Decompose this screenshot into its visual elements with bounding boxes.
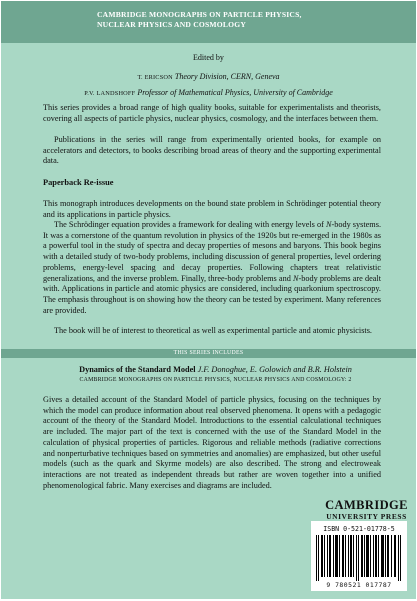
series-title <box>97 10 407 30</box>
editor-2-name: P.V. LANDSHOFF <box>84 90 136 97</box>
editor-1-name: T. ERICSON <box>137 74 173 81</box>
series-header-band <box>1 1 416 43</box>
desc-italic-n-1: N <box>325 220 332 229</box>
featured-book-authors: J.F. Donoghue, E. Golowich and B.R. Holstein <box>197 365 352 374</box>
publisher-name: CAMBRIDGE <box>325 498 408 512</box>
editor-1-affiliation: Theory Division, CERN, Geneva <box>174 72 280 81</box>
book-description-2 <box>43 220 381 316</box>
barcode-digits: 9 780521 017787 <box>326 581 392 589</box>
desc-text-b: -body systems. It was a cornerstone of the quantum revolution in physics of the 1920s but re-emerged in the 1980s as a powerful tool in the study of spectra and decay properties of mesons and baryons. This book begins with a detailed study of two-body problems, including discussion of general properties, level ordering problems, energy-level spacing and decay properties. Following chapters treat relativistic generalizations, and the inverse problem. Finally, three-body problems and <box>43 220 382 283</box>
also-in-series-band <box>1 349 416 358</box>
series-title-line-1: CAMBRIDGE MONOGRAPHS ON PARTICLE PHYSICS, <box>97 10 302 19</box>
back-cover <box>1 1 416 599</box>
featured-book-series: CAMBRIDGE MONOGRAPHS ON PARTICLE PHYSICS, NUCLEAR PHYSICS AND COSMOLOGY: 2 <box>79 377 352 383</box>
edited-by-label: Edited by <box>193 53 224 62</box>
series-title-line-2: NUCLEAR PHYSICS AND COSMOLOGY <box>97 20 247 29</box>
also-in-series-label: THIS SERIES INCLUDES <box>173 350 244 356</box>
isbn-barcode-box <box>311 521 407 591</box>
desc-text-c: -body problems are dealt with. Applications in particle and atomic physics are considered, including quarkonium spectroscopy. The emphasis throughout is on showing how the theory can be tested by experiment. Many references are provided. <box>43 273 382 315</box>
publisher-subname: UNIVERSITY PRESS <box>326 512 407 521</box>
publisher-logo <box>324 499 409 521</box>
series-description-1: This series provides a broad range of high quality books, suitable for experimentalists and theorists, covering all aspects of particle physics, nuclear physics, cosmology, and the interfaces between them. <box>43 103 381 123</box>
series-description-2: Publications in the series will range from experimentally oriented books, for example on accelerators and detectors, to books describing broad areas of theory and the supporting experimental data. <box>43 135 381 166</box>
featured-book-heading <box>43 365 388 374</box>
barcode-icon <box>315 535 403 581</box>
desc-text-a: The Schrödinger equation provides a framework for dealing with energy levels of <box>54 220 326 229</box>
editor-2 <box>1 88 416 97</box>
desc-italic-n-2: N <box>292 273 299 283</box>
editor-2-affiliation: Professor of Mathematical Physics, University of Cambridge <box>137 88 333 97</box>
book-description-1: This monograph introduces developments on the bound state problem in Schrödinger potential theory and its applications in particle physics. <box>43 199 381 219</box>
editor-1 <box>1 72 416 81</box>
reissue-heading: Paperback Re-issue <box>43 178 114 187</box>
book-description-3: The book will be of interest to theoretical as well as experimental particle and atomic physicists. <box>54 326 372 335</box>
isbn-text: ISBN 0-521-01778-5 <box>323 525 395 533</box>
featured-book-title: Dynamics of the Standard Model <box>79 365 196 374</box>
featured-book-description: Gives a detailed account of the Standard Model of particle physics, focusing on the techniques by which the model can produce information about real observed phenomena. It opens with a pedagogic account of the theory of the Standard Model. Introductions to the essential calculational techniques are included. The major part of the text is concerned with the use of the Standard Model in the calculation of physical properties of particles. Rigorous and reliable methods (radiative corrections and nonperturbative techniques based on symmetries and anomalies) are emphasized, but other useful models (such as the quark and Skyrme models) are also described. The strong and electroweak interactions are not treated as independent threads but rather are woven together into a unified phenomenological fabric. Many exercises and diagrams are included. <box>43 395 381 490</box>
